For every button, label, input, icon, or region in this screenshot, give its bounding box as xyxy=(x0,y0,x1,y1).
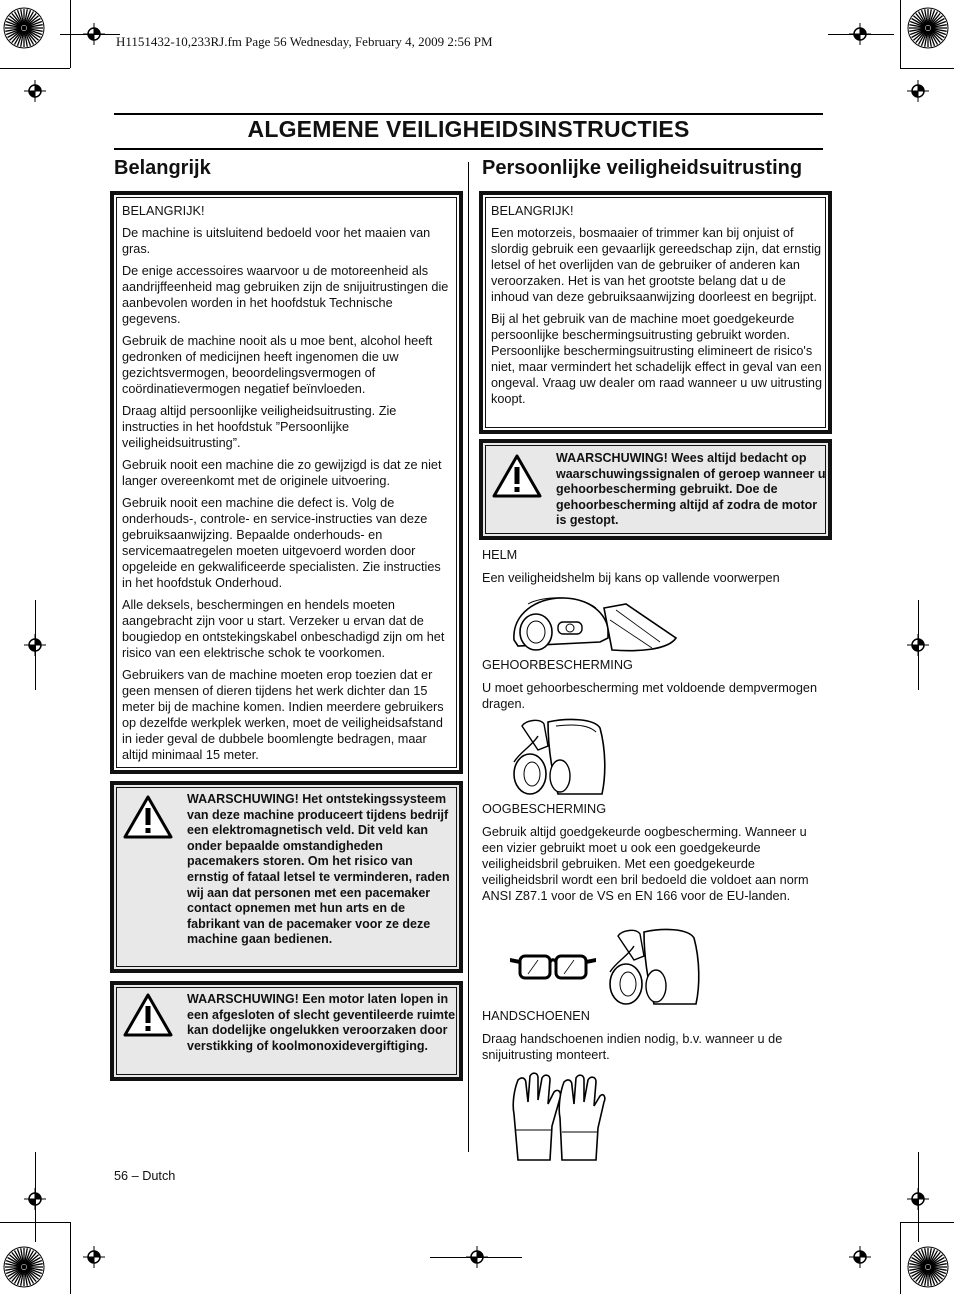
crop-line xyxy=(900,1222,954,1223)
warning-text: WAARSCHUWING! Het ontstekingssysteem van deze machine produceert tijdens bedrijf een elektromagnetisch veld. Dit veld kan onder bepaalde omstandigheden pacemakers storen. Om het risico van ernstig of fataal letsel te verminderen, raden wij aan dat personen met een pacemaker contact opnemen met hun arts en de fabrikant van de pacemaker voor ze deze machine gaan bedienen. xyxy=(187,792,450,947)
register-line xyxy=(430,1257,522,1258)
crop-line xyxy=(70,1222,71,1294)
crop-line xyxy=(900,68,954,69)
paragraph: Gebruik de machine nooit als u moe bent, alcohol heeft gedronken of medicijnen heeft ingenomen die uw gezichtsvermogen, beoordelingsvermogen of coördinatievermogen negatief beïnvloeden. xyxy=(122,334,433,396)
important-box-right-text xyxy=(491,203,823,413)
registration-mark xyxy=(907,80,929,102)
registration-mark xyxy=(24,80,46,102)
safety-glasses-icon xyxy=(508,950,598,984)
page-title: ALGEMENE VEILIGHEIDSINSTRUCTIES xyxy=(247,116,690,142)
important-label: BELANGRIJK! xyxy=(491,204,574,218)
crop-line xyxy=(0,68,70,69)
important-label: BELANGRIJK! xyxy=(122,204,205,218)
warning-text: WAARSCHUWING! Een motor laten lopen in een afgesloten of slecht geventileerde ruimte kan dodelijke ongelukken veroorzaken door verstikking of koolmonoxidevergiftiging. xyxy=(187,992,456,1053)
important-box-left xyxy=(110,191,463,774)
warning-triangle-icon xyxy=(492,454,542,498)
registration-mark xyxy=(83,1246,105,1268)
print-header: H1151432-10,233RJ.fm Page 56 Wednesday, February 4, 2009 2:56 PM xyxy=(116,34,493,49)
paragraph: De enige accessoires waarvoor u de motoreenheid als aandrijffeenheid mag gebruiken zijn de snijuitrustingen die aanbevolen worden in het hoofdstuk Technische gegevens. xyxy=(122,264,449,326)
warning-box-carbon-monoxide xyxy=(110,981,463,1081)
paragraph: Een motorzeis, bosmaaier of trimmer kan bij onjuist of slordig gebruik een gevaarlijk gereedschap zijn, dat ernstig letsel of het overlijden van de gebruiker of anderen kan veroorzaken. Het is van het grootste belang dat u de inhoud van deze gebruiksaanwijzing doorleest en begrijpt. xyxy=(491,226,822,304)
register-line xyxy=(828,34,894,35)
paragraph: Gebruik nooit een machine die zo gewijzigd is dat ze niet langer overeenkomt met de originele uitvoering. xyxy=(122,458,442,488)
crop-line xyxy=(900,1222,901,1294)
warning-triangle-icon xyxy=(123,795,173,839)
warning-box-pacemaker xyxy=(110,781,463,973)
warning-box-hearing xyxy=(479,439,832,540)
register-line xyxy=(918,1152,919,1242)
helmet-icon xyxy=(508,592,680,656)
title-rule-bottom xyxy=(114,148,823,150)
page-footer: 56 – Dutch xyxy=(114,1169,176,1183)
important-box-left-text xyxy=(122,203,454,769)
color-bar-starburst-bottom-left xyxy=(3,1246,45,1288)
register-line xyxy=(35,600,36,690)
face-shield-icon xyxy=(604,926,702,1008)
ppe-text-hand: Draag handschoenen indien nodig, b.v. wanneer u de snijuitrusting monteert. xyxy=(482,1032,783,1062)
ppe-text-gehoor: U moet gehoorbescherming met voldoende dempvermogen dragen. xyxy=(482,681,817,711)
ppe-heading-helm: HELM xyxy=(482,548,518,562)
column-divider xyxy=(468,162,469,1152)
register-line xyxy=(60,34,120,35)
paragraph: Alle deksels, beschermingen en hendels moeten aangebracht zijn voor u start. Verzeker u ervan dat de bougiedop en ontstekingskabel onbeschadigd zijn om het risico van een elektrische schok te voorkomen. xyxy=(122,598,445,660)
warning-text: WAARSCHUWING! Wees altijd bedacht op waarschuwingssignalen of geroep wanneer u gehoorbescherming gebruikt. Doe de gehoorbescherming altijd af zodra de motor is gestopt. xyxy=(556,451,826,528)
warning-triangle-icon xyxy=(123,993,173,1037)
ppe-heading-hand: HANDSCHOENEN xyxy=(482,1009,590,1023)
section-heading-belangrijk: Belangrijk xyxy=(114,157,211,179)
paragraph: De machine is uitsluitend bedoeld voor het maaien van gras. xyxy=(122,226,431,256)
important-box-right xyxy=(479,191,832,434)
ppe-heading-oog: OOGBESCHERMING xyxy=(482,802,607,816)
register-line xyxy=(35,1152,36,1242)
ppe-heading-gehoor: GEHOORBESCHERMING xyxy=(482,658,633,672)
paragraph: Draag altijd persoonlijke veiligheidsuitrusting. Zie instructies in het hoofdstuk ”Persoonlijke veiligheidsuitrusting”. xyxy=(122,404,397,450)
paragraph: Gebruikers van de machine moeten erop toezien dat er geen mensen of dieren tijdens het werk dichter dan 15 meter bij de machine komen. Indien meerdere gebruikers op dezelfde werkplek werken, moet de veiligheidsafstand in ieder geval de dubbele boomlengte bedragen, maar altijd minimaal 15 meter. xyxy=(122,668,444,762)
paragraph: Bij al het gebruik van de machine moet goedgekeurde persoonlijke beschermingsuitrusting gebruikt worden. Persoonlijke beschermingsuitrusting elimineert de risico's niet, maar vermindert het schadelijk effect in geval van een ongeval. Vraag uw dealer om raad wanneer u uw uitrusting koopt. xyxy=(491,312,823,406)
paragraph: Gebruik nooit een machine die defect is. Volg de onderhouds-, controle- en service-instructies van deze gebruiksaanwijzing. Bepaalde onderhouds- en servicemaatregelen moeten uitgevoerd worden door opgeleide en gekwalificeerde specialisten. Zie instructies in het hoofdstuk Onderhoud. xyxy=(122,496,441,590)
color-bar-starburst-top-left xyxy=(3,7,45,49)
ppe-text-oog: Gebruik altijd goedgekeurde oogbescherming. Wanneer u een vizier gebruikt moet u ook een goedgekeurde veiligheidsbril gebruiken. Met een goedgekeurde veiligheidsbril wordt een bril bedoeld die voldoet aan norm ANSI Z87.1 voor de VS en EN 166 voor de EU-landen. xyxy=(482,825,809,903)
title-rule-top xyxy=(114,113,823,115)
color-bar-starburst-top-right xyxy=(907,7,949,49)
registration-mark xyxy=(849,1246,871,1268)
color-bar-starburst-bottom-right xyxy=(907,1246,949,1288)
register-line xyxy=(918,600,919,690)
crop-line xyxy=(900,0,901,68)
section-heading-ppe: Persoonlijke veiligheidsuitrusting xyxy=(482,157,803,179)
gloves-icon xyxy=(508,1070,606,1162)
ppe-text-helm: Een veiligheidshelm bij kans op vallende voorwerpen xyxy=(482,571,780,585)
hearing-protection-icon xyxy=(508,716,610,798)
